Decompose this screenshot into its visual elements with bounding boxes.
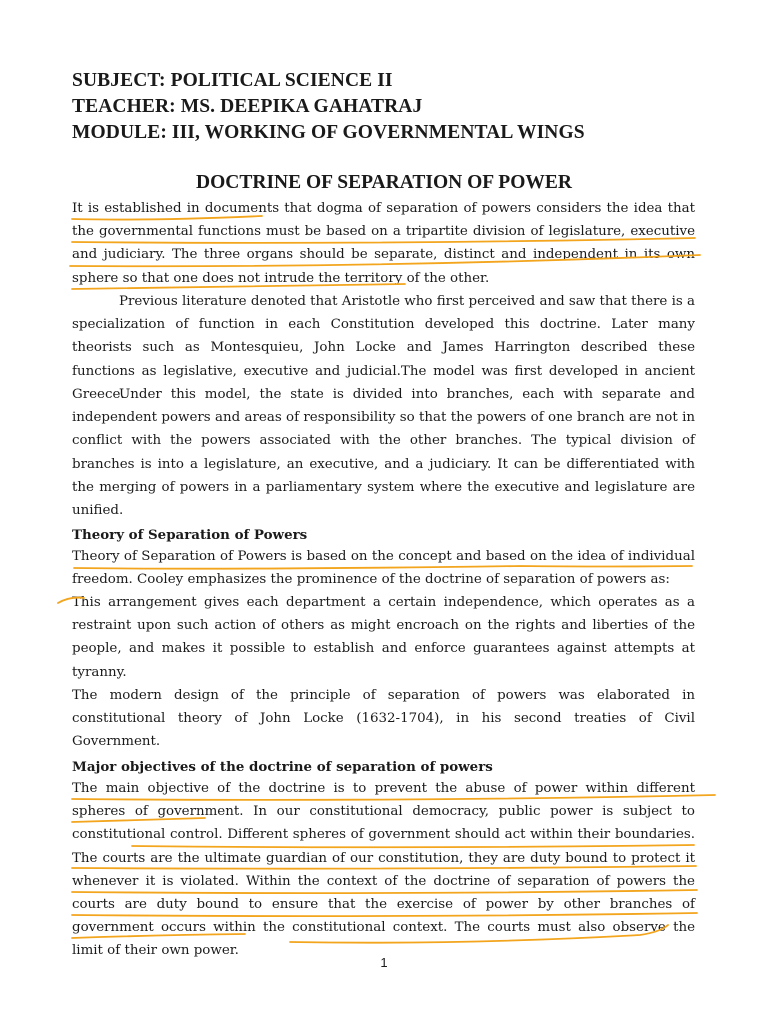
theory-heading: Theory of Separation of Powers: [72, 527, 308, 543]
objectives-paragraph: The main objective of the doctrine is to prevent the abuse of power within different spheres of government. In our constitutional democracy, public power is subject to constitutional control. Different spheres of government should act within their boundaries. The courts are the ultimate guardian of our constitution, they are duty bound to protect it whenever it is violated. Within the context of the doctrine of separation of powers the courts are duty bound to ensure that the exercise of power by other branches of government occurs within the constitutional context. The courts must also observe the limit of their own power.: [72, 781, 695, 959]
subject-heading: SUBJECT: POLITICAL SCIENCE II: [72, 70, 393, 91]
teacher-heading: TEACHER: MS. DEEPIKA GAHATRAJ: [72, 96, 423, 117]
module-heading: MODULE: III, WORKING OF GOVERNMENTAL WINGS: [72, 122, 585, 143]
intro-paragraph-1: It is established in documents that dogma of separation of powers considers the idea that the governmental functions must be based on a tripartite division of legislature, executive and judiciary. The three organs should be separate, distinct and independent in its own sphere so that one does not intrude the territory of the other.: [72, 201, 695, 286]
theory-paragraph-3: The modern design of the principle of separation of powers was elaborated in constitutional theory of John Locke (1632-1704), in his second treaties of Civil Government.: [72, 688, 695, 750]
intro-paragraph-3: Under this model, the state is divided into branches, each with separate and independent powers and areas of responsibility so that the powers of one branch are not in conflict with the powers associated with the other branches. The typical division of branches is into a legislature, an executive, and a judiciary. It can be differentiated with the merging of powers in a parliamentary system where the executive and legislature are unified.: [72, 387, 695, 519]
theory-paragraph-2: This arrangement gives each department a certain independence, which operates as a restraint upon such action of others as might encroach on the rights and liberties of the people, and makes it possible to establish and enforce guarantees against attempts at tyranny.: [72, 595, 695, 680]
objectives-heading: Major objectives of the doctrine of separation of powers: [72, 759, 493, 775]
theory-paragraph-1: Theory of Separation of Powers is based on the concept and based on the idea of individual freedom. Cooley emphasizes the prominence of the doctrine of separation of powers as:: [72, 549, 695, 588]
intro-paragraph-2: Previous literature denoted that Aristotle who first perceived and saw that there is a specialization of function in each Constitution developed this doctrine. Later many theorists such as Montesquieu, John Locke and James Harrington described these functions as legislative, executive and judicial.The model was first developed in ancient Greece.: [72, 294, 696, 402]
page-number: 1: [380, 955, 388, 970]
document-title: DOCTRINE OF SEPARATION OF POWER: [196, 172, 572, 193]
